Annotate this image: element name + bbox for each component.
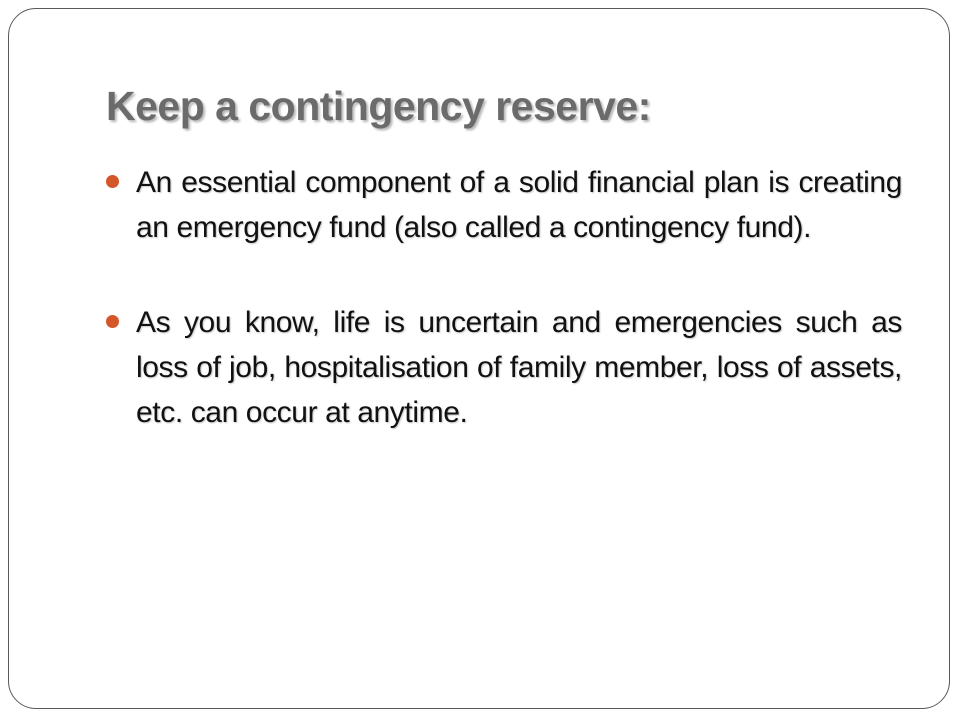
bullet-text: As you know, life is uncertain and emergencies such as loss of job, hospitalisation of family member, loss of assets, etc. can occur at anytime. [136,306,902,429]
bullet-list [106,160,902,485]
bullet-dot-icon [106,315,119,328]
bullet-item [106,300,902,435]
bullet-text: An essential component of a solid financial plan is creating an emergency fund (also called a contingency fund). [136,166,902,244]
bullet-dot-icon [106,175,119,188]
slide-title: Keep a contingency reserve: [106,83,651,129]
bullet-item [106,160,902,250]
